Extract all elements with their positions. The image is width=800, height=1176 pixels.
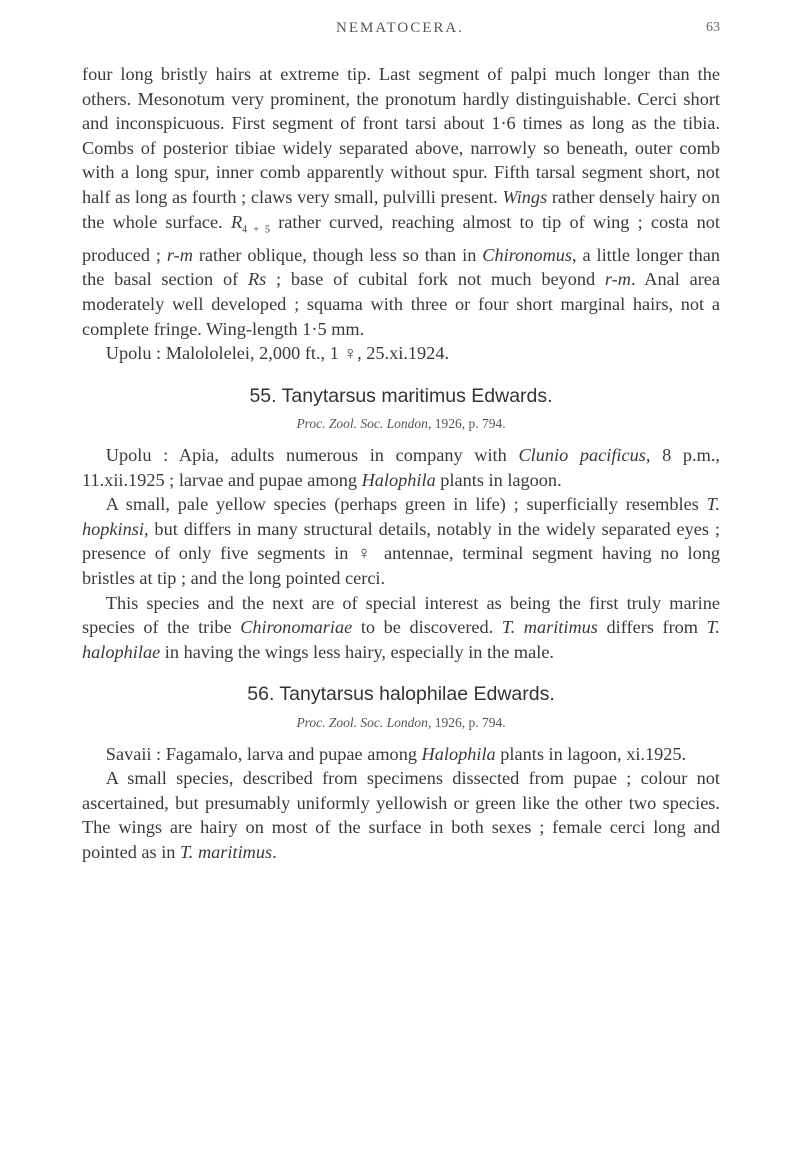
record-55: Upolu : Apia, adults numerous in company with Clunio pacificus, 8 p.m., 11.xii.1925 ; larvae and pupae among Halophila plants in lagoon. — [82, 444, 720, 490]
running-head — [0, 20, 800, 44]
reference-55: Proc. Zool. Soc. London, 1926, p. 794. — [296, 416, 506, 432]
description-55: A small, pale yellow species (perhaps green in life) ; superficially resembles T. hopkinsi, but differs in many structural details, notably in the widely separated eyes ; presence of only five segments in ♀ antennae, terminal segment having no long bristles at tip ; and the long pointed cerci. — [82, 494, 720, 588]
remark-55: This species and the next are of special interest as being the first truly marine species of the tribe Chironomariae to be discovered. T. maritimus differs from T. halophilae in having the wings less hairy, especially in the male. — [82, 592, 720, 662]
running-title: NEMATOCERA. — [336, 20, 464, 36]
vein-rs: Rs — [247, 269, 267, 290]
wings-label: Wings — [502, 186, 548, 207]
genus-name: Chironomus — [482, 244, 573, 265]
reference-56: Proc. Zool. Soc. London, 1926, p. 794. — [296, 714, 506, 730]
vein-rm-2: r-m — [604, 269, 631, 290]
record-56: Savaii : Fagamalo, larva and pupae among Halophila plants in lagoon, xi.1925. — [105, 743, 687, 764]
body-text — [82, 62, 720, 864]
description-56: A small species, described from specimens dissected from pupae ; colour not ascertained, but presumably uniformly yellowish or green like the other two species. The wings are hairy on most of the surface in both sexes ; female cerci long and pointed as in T. maritimus. — [82, 768, 720, 862]
continued-description: four long bristly hairs at extreme tip. Last segment of palpi much longer than the others. Mesonotum very prominent, the pronotum hardly distinguishable. Cerci short and inconspicuous. First segment of front tarsi about 1·6 times as long as the tibia. Combs of posterior tibiae widely separated above, narrowly so beneath, outer comb with a long spur, inner comb apparently without spur. Fifth tarsal segment short, not half as long as fourth ; claws very small, pulvilli present. Wings rather densely hairy on the whole surface. $R_{4 + 5}$ rather curved, reaching almost to tip of wing ; costa not produced ; r-m rather oblique, though less so than in Chironomus, a little longer than the basal section of Rs ; base of cubital fork not much beyond r-m. Anal area moderately well developed ; squama with three or four short marginal hairs, not a complete fringe. Wing-length 1·5 mm. — [82, 64, 721, 339]
vein-r45-subscript: 4 + 5 — [242, 224, 270, 236]
species-heading-56: 56. Tanytarsus halophilae Edwards. — [247, 683, 555, 706]
vein-r45: R — [230, 211, 243, 232]
vein-rm: r-m — [166, 244, 193, 265]
locality-record: Upolu : Malololelei, 2,000 ft., 1 ♀, 25.xi.1924. — [105, 343, 450, 364]
species-heading-55: 55. Tanytarsus maritimus Edwards. — [249, 384, 553, 407]
page-number: 63 — [706, 20, 720, 35]
